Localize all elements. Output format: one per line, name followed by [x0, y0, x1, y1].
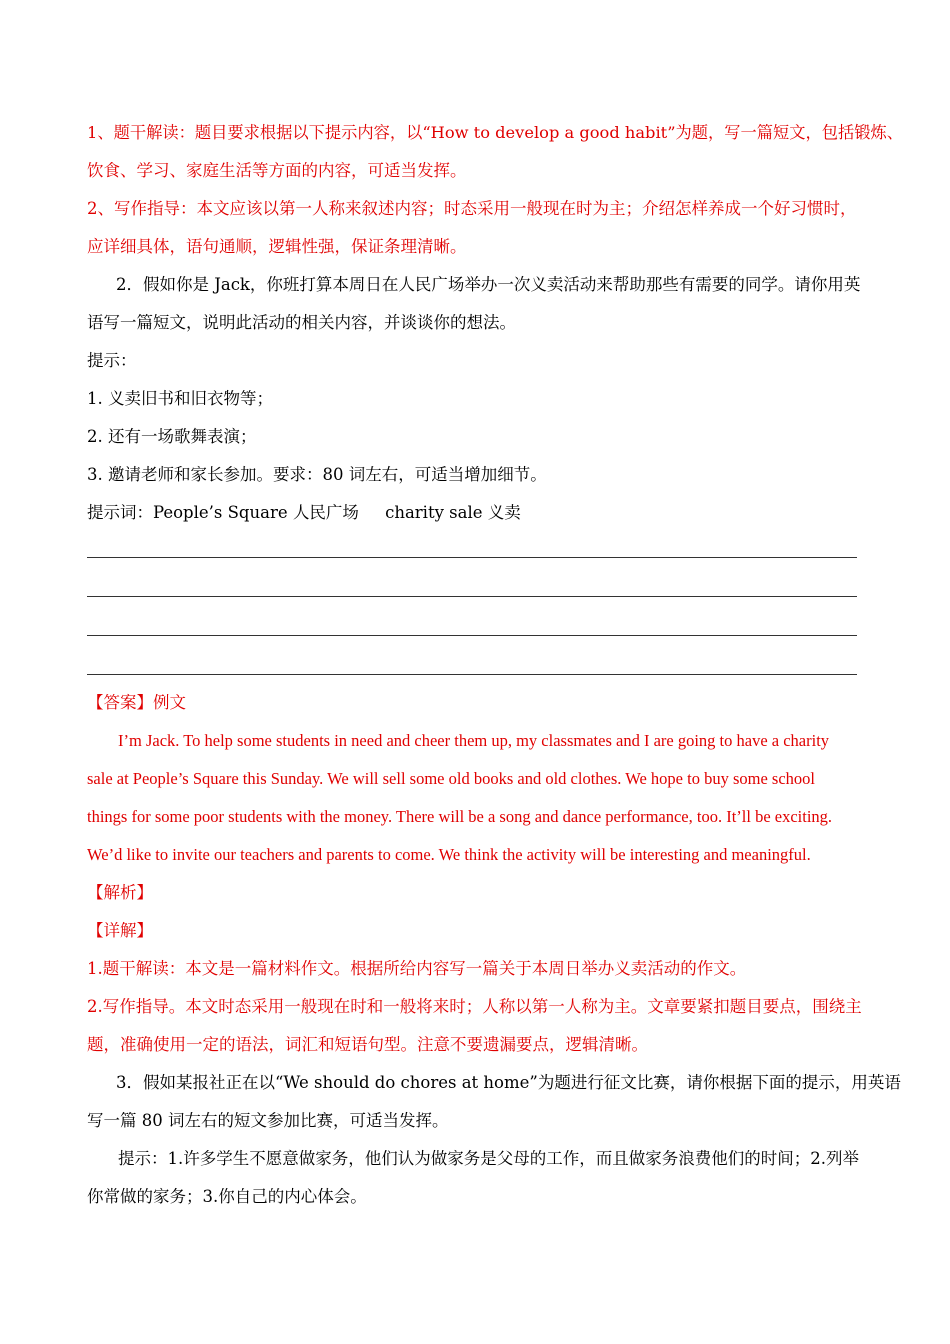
- question2-hint-2: 2. 还有一场歌舞表演；: [87, 427, 257, 446]
- answer-sample-label: 例文: [153, 693, 186, 712]
- question2-hint-label: 提示：: [87, 351, 137, 370]
- detail-line-1: 1.题干解读：本文是一篇材料作文。根据所给内容写一篇关于本周日举办义卖活动的作文。: [87, 959, 747, 978]
- essay-line-1: I’m Jack. To help some students in need and cheer them up, my classmates and I are going to have a charity: [118, 731, 830, 750]
- guidance-line-2: 饮食、学习、家庭生活等方面的内容，可适当发挥。: [87, 161, 467, 180]
- guidance-line-3: 2、写作指导：本文应该以第一人称来叙述内容；时态采用一般现在时为主；介绍怎样养成一个好习惯时，: [87, 199, 857, 218]
- answer-bracket-label: 【答案】: [87, 693, 153, 712]
- question2-hint-1: 1. 义卖旧书和旧衣物等；: [87, 389, 273, 408]
- question2-keywords: 提示词：People’s Square 人民广场 charity sale 义卖: [87, 503, 521, 522]
- question3-prompt-line-1: 3．假如某报社正在以“We should do chores at home”为题进行征文比赛，请你根据下面的提示，用英语: [116, 1073, 901, 1092]
- guidance-line-4: 应详细具体，语句通顺，逻辑性强，保证条理清晰。: [87, 237, 467, 256]
- essay-line-3: things for some poor students with the money. There will be a song and dance performance, too. It’ll be exciting.: [87, 807, 833, 826]
- answer-rule-line: [87, 557, 857, 558]
- detail-line-2: 2.写作指导。本文时态采用一般现在时和一般将来时；人称以第一人称为主。文章要紧扣题目要点，围绕主: [87, 997, 862, 1016]
- question3-hint-line-2: 你常做的家务；3.你自己的内心体会。: [87, 1187, 367, 1206]
- answer-rule-line: [87, 674, 857, 675]
- question2-prompt-line-2: 语写一篇短文，说明此活动的相关内容，并谈谈你的想法。: [87, 313, 516, 332]
- question3-hint-line-1: 提示：1.许多学生不愿意做家务，他们认为做家务是父母的工作，而且做家务浪费他们的时间；2.列举: [118, 1149, 859, 1168]
- answer-rule-line: [87, 596, 857, 597]
- question2-prompt-line-1: 2．假如你是 Jack，你班打算本周日在人民广场举办一次义卖活动来帮助那些有需要的同学。请你用英: [116, 275, 861, 294]
- answer-rule-line: [87, 635, 857, 636]
- detail-label: 【详解】: [87, 921, 153, 940]
- guidance-line-1: 1、题干解读：题目要求根据以下提示内容，以“How to develop a good habit”为题，写一篇短文，包括锻炼、: [87, 123, 903, 142]
- analysis-label: 【解析】: [87, 883, 153, 902]
- answer-heading: [87, 692, 186, 714]
- essay-line-4: We’d like to invite our teachers and parents to come. We think the activity will be interesting and meaningful.: [87, 845, 811, 864]
- detail-line-3: 题，准确使用一定的语法，词汇和短语句型。注意不要遗漏要点，逻辑清晰。: [87, 1035, 648, 1054]
- question2-hint-3: 3. 邀请老师和家长参加。要求：80 词左右，可适当增加细节。: [87, 465, 547, 484]
- essay-line-2: sale at People’s Square this Sunday. We will sell some old books and old clothes. We hope to buy some school: [87, 769, 815, 788]
- question3-prompt-line-2: 写一篇 80 词左右的短文参加比赛，可适当发挥。: [87, 1111, 449, 1130]
